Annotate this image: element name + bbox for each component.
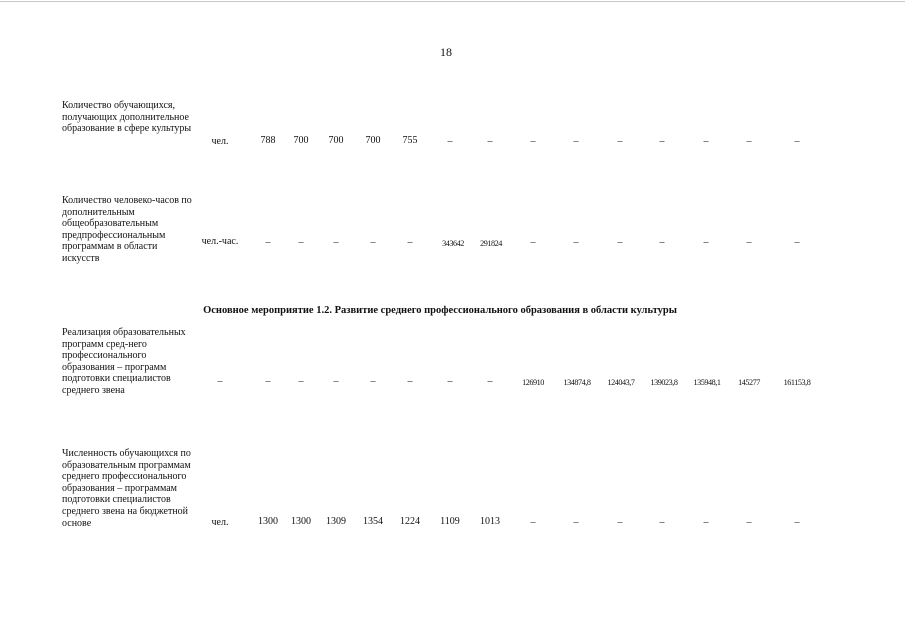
- row-label: Реализация образовательных программ сред-него профессионального образования – программ подготовки специалистов среднего звена: [62, 327, 186, 396]
- value-cell: –: [703, 237, 709, 248]
- value-cell: 145277: [738, 378, 760, 387]
- value-cell: 126910: [522, 378, 544, 387]
- row-label: Количество обучающихся, получающих дополнительное образование в сфере культуры: [62, 100, 192, 135]
- value-cell: 1109: [440, 516, 460, 527]
- value-cell: –: [659, 517, 665, 528]
- row-label: Количество человеко-часов по дополнительным общеобразовательным предпрофессиональным программам в области искусств: [62, 195, 192, 264]
- value-cell: –: [487, 136, 493, 147]
- value-cell: –: [794, 517, 800, 528]
- unit-cell: чел.: [211, 517, 229, 528]
- value-cell: –: [370, 237, 376, 248]
- value-cell: –: [298, 376, 304, 387]
- value-cell: 700: [328, 135, 344, 146]
- value-cell: –: [530, 517, 536, 528]
- value-cell: –: [447, 136, 453, 147]
- value-cell: 1354: [363, 516, 383, 527]
- value-cell: 135948,1: [693, 378, 721, 387]
- value-cell: 139023,8: [650, 378, 678, 387]
- value-cell: –: [794, 237, 800, 248]
- value-cell: 1300: [291, 516, 311, 527]
- value-cell: –: [265, 237, 271, 248]
- value-cell: 1224: [400, 516, 420, 527]
- value-cell: 124043,7: [607, 378, 635, 387]
- value-cell: 755: [402, 135, 418, 146]
- value-cell: –: [573, 517, 579, 528]
- value-cell: –: [333, 237, 339, 248]
- value-cell: –: [333, 376, 339, 387]
- value-cell: –: [298, 237, 304, 248]
- value-cell: –: [265, 376, 271, 387]
- value-cell: –: [573, 136, 579, 147]
- value-cell: 1013: [480, 516, 500, 527]
- unit-cell: чел.-час.: [201, 236, 239, 247]
- value-cell: 161153,8: [783, 378, 811, 387]
- value-cell: –: [794, 136, 800, 147]
- page-number: 18: [440, 45, 452, 59]
- value-cell: –: [530, 136, 536, 147]
- value-cell: –: [617, 136, 623, 147]
- value-cell: –: [617, 237, 623, 248]
- value-cell: 1309: [326, 516, 346, 527]
- value-cell: –: [487, 376, 493, 387]
- value-cell: –: [659, 237, 665, 248]
- value-cell: –: [703, 136, 709, 147]
- value-cell: –: [746, 517, 752, 528]
- value-cell: –: [573, 237, 579, 248]
- unit-cell: чел.: [211, 136, 229, 147]
- value-cell: 343642: [442, 239, 464, 248]
- value-cell: –: [703, 517, 709, 528]
- value-cell: –: [659, 136, 665, 147]
- value-cell: 700: [293, 135, 309, 146]
- value-cell: 1300: [258, 516, 278, 527]
- value-cell: 700: [365, 135, 381, 146]
- scan-top-border: [0, 1, 905, 2]
- value-cell: 788: [260, 135, 276, 146]
- value-cell: –: [746, 237, 752, 248]
- value-cell: –: [530, 237, 536, 248]
- value-cell: –: [370, 376, 376, 387]
- value-cell: –: [447, 376, 453, 387]
- value-cell: –: [407, 376, 413, 387]
- value-cell: –: [746, 136, 752, 147]
- value-cell: 134874,8: [563, 378, 591, 387]
- section-heading: Основное мероприятие 1.2. Развитие среднего профессионального образования в области культуры: [203, 305, 677, 316]
- row-label: Численность обучающихся по образовательным программам среднего профессионального образования – программам подготовки специалистов среднего звена на бюджетной основе: [62, 448, 191, 529]
- value-cell: –: [617, 517, 623, 528]
- value-cell: 291824: [480, 239, 502, 248]
- value-cell: –: [407, 237, 413, 248]
- unit-cell: –: [217, 376, 223, 387]
